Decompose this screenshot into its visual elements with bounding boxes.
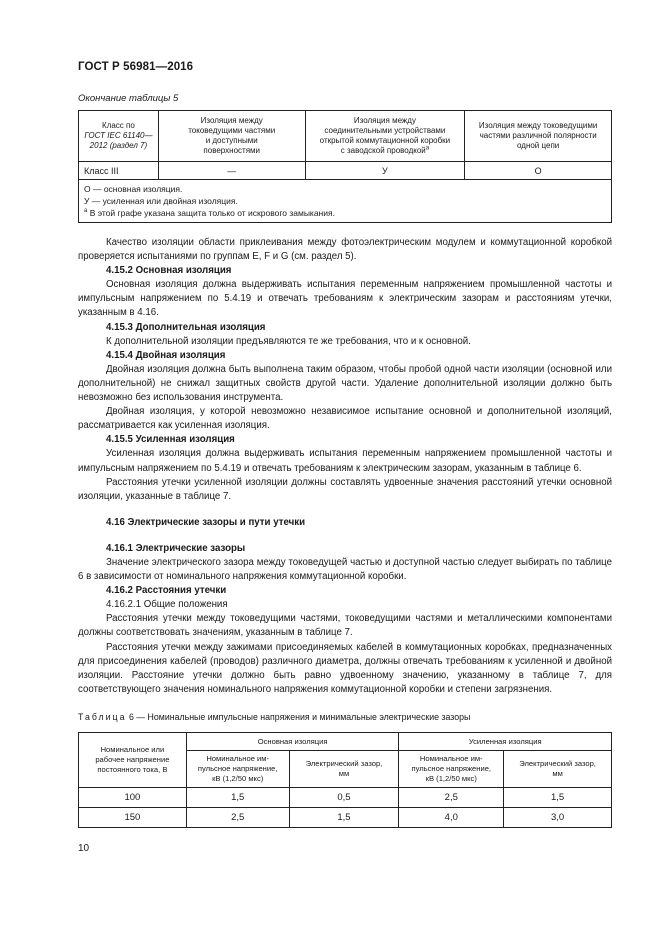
- table-row: [79, 162, 612, 180]
- table6-subheader: Номинальное им- пульсное напряжение, кВ (1,2/50 мкс): [399, 751, 504, 788]
- table-cell: 1,5: [504, 788, 612, 808]
- table5-header-live-to-accessible: Изоляция между токоведущими частями и доступными поверхностями: [158, 111, 305, 162]
- body-text: [78, 236, 612, 697]
- table5-note: О — основная изоляция.: [84, 184, 183, 194]
- table6-subheader: Номинальное им- пульсное напряжение, кВ (1,2/50 мкс): [186, 751, 289, 788]
- paragraph-spacer: [78, 504, 612, 516]
- table-cell: 2,5: [399, 788, 504, 808]
- table-cell: О: [465, 162, 612, 180]
- table-cell: 1,5: [186, 788, 289, 808]
- section-heading: 4.16.1 Электрические зазоры: [106, 542, 246, 554]
- paragraph: Двойная изоляция, у которой невозможно независимое испытание основной и дополнительной изоляций, рассматривается как усиленная изоляция.: [78, 406, 612, 432]
- table-cell: 4,0: [399, 808, 504, 828]
- table-cell: 1,5: [289, 808, 399, 828]
- table5-caption: Окончание таблицы 5: [78, 93, 179, 104]
- section-heading: 4.16.2 Расстояния утечки: [106, 585, 227, 597]
- table5-header-class: Класс по ГОСТ IEC 61140— 2012 (раздел 7): [79, 111, 159, 162]
- table-cell: 0,5: [289, 788, 399, 808]
- paragraph: К дополнительной изоляции предъявляются те же требования, что и к основной.: [106, 335, 471, 347]
- table-5: [78, 110, 612, 223]
- paragraph: Расстояния утечки между зажимами присоединяемых кабелей в коммутационных коробках, предназначенных для присоединения кабелей (проводов) различного диаметра, должны отвечать требованиям к усиленной и двойной изоляции. Расстояние утечки должно быть равно удвоенному значению, указанному в таблице 7, для соответствующего значения номинального напряжения коммутационной коробки и степени загрязнения.: [78, 641, 612, 695]
- table-cell: Класс III: [79, 162, 159, 180]
- page-number: 10: [78, 843, 90, 854]
- paragraph-spacer: [78, 530, 612, 542]
- table-6: [78, 732, 612, 828]
- table5-footnote: $^a$ В этой графе указана защита только от искрового замыкания.: [84, 208, 335, 218]
- paragraph: 4.16.2.1 Общие положения: [106, 599, 228, 611]
- table5-note: У — усиленная или двойная изоляция.: [84, 196, 238, 206]
- table6-caption: Таблица 6 — Номинальные импульсные напряжения и минимальные электрические зазоры: [78, 712, 471, 722]
- table6-header-basic: Основная изоляция: [186, 733, 399, 751]
- table-cell: 2,5: [186, 808, 289, 828]
- table6-subheader: Электрический зазор, мм: [504, 751, 612, 788]
- paragraph: Усиленная изоляция должна выдерживать испытания переменным напряжением промышленной частоты и импульсным напряжением по 5.4.19 и отвечать требованиям к электрическим зазорам, указанным в таблице 6.: [78, 448, 612, 474]
- section-heading: 4.15.3 Дополнительная изоляция: [106, 321, 266, 333]
- paragraph: Качество изоляции области приклеивания между фотоэлектрическим модулем и коммутационной коробкой проверяется испытаниями по группам E, F и G (см. раздел 5).: [78, 237, 612, 263]
- paragraph: Двойная изоляция должна быть выполнена таким образом, чтобы пробой одной части изоляции (основной или дополнительной) не снижал защитных свойств другой части. Удаление дополнительной изоляции должно быть невозможно без использования инструмента.: [78, 363, 612, 404]
- paragraph: Значение электрического зазора между токоведущей частью и доступной частью следует выбирать по таблице 6 в зависимости от номинального напряжения коммутационной коробки.: [78, 556, 612, 583]
- table5-notes: [79, 180, 612, 223]
- section-heading: 4.15.4 Двойная изоляция: [106, 349, 226, 361]
- table5-header-polarity: Изоляция между токоведущими частями различной полярности одной цепи: [465, 111, 612, 162]
- table-row: [79, 808, 612, 828]
- section-heading: 4.16 Электрические зазоры и пути утечки: [106, 516, 306, 528]
- section-heading: 4.15.5 Усиленная изоляция: [106, 434, 235, 446]
- table-cell: 3,0: [504, 808, 612, 828]
- table-cell: У: [305, 162, 465, 180]
- table-row: [79, 788, 612, 808]
- table-cell: —: [158, 162, 305, 180]
- paragraph: Основная изоляция должна выдерживать испытания переменным напряжением промышленной частоты и импульсным напряжением по 5.4.19 и отвечать требованиям к электрическим зазорам и расстояниям утечки, указанным в 4.16.: [78, 279, 612, 319]
- document-code: ГОСТ Р 56981—2016: [78, 61, 194, 73]
- table6-subheader: Электрический зазор, мм: [289, 751, 399, 788]
- table5-header-connectors: Изоляция между соединительными устройствами открытой коммутационной коробки с заводской проводкой$^a$: [305, 111, 465, 162]
- section-heading: 4.15.2 Основная изоляция: [106, 265, 232, 277]
- table6-header-voltage: Номинальное или рабочее напряжение постоянного тока, В: [79, 733, 187, 788]
- paragraph: Расстояния утечки усиленной изоляции должны составлять удвоенные значения расстояний утечки основной изоляции, указанные в таблице 7.: [78, 476, 612, 502]
- table6-header-reinforced: Усиленная изоляция: [399, 733, 612, 751]
- table-cell: 100: [79, 788, 187, 808]
- table-cell: 150: [79, 808, 187, 828]
- paragraph: Расстояния утечки между токоведущими частями, токоведущими частями и металлическими компонентами должны соответствовать значениям, указанным в таблице 7.: [78, 613, 612, 639]
